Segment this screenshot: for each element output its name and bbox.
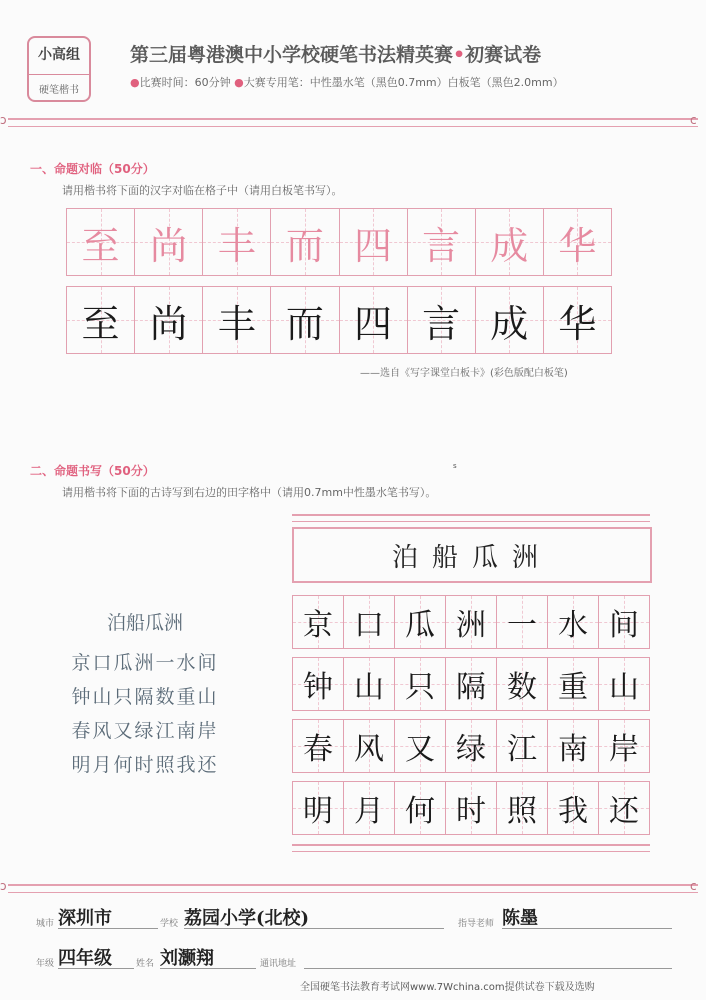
stray-mark: s (453, 462, 457, 470)
grade-value: 四年级 (58, 948, 112, 969)
footer-divider (8, 884, 698, 893)
copy-char-cell[interactable]: 四 (340, 287, 408, 353)
reference-poem-line: 春风又绿江南岸 (71, 720, 219, 742)
school-value: 荔园小学(北校) (184, 908, 310, 929)
answer-cell[interactable]: 山 (599, 658, 649, 710)
copy-char-cell[interactable]: 丰 (203, 287, 271, 353)
city-value: 深圳市 (58, 908, 112, 929)
answer-cell[interactable]: 瓜 (395, 596, 446, 648)
answer-cell[interactable]: 南 (548, 720, 599, 772)
answer-cell[interactable]: 月 (344, 782, 395, 834)
title-separator: • (453, 44, 466, 66)
copy-char-cell[interactable]: 尚 (135, 287, 203, 353)
model-char-cell: 成 (476, 209, 544, 275)
model-char-cell: 尚 (135, 209, 203, 275)
exam-pens: 大赛专用笔：中性墨水笔（黑色0.7mm）白板笔（黑色2.0mm） (243, 76, 564, 89)
scroll-ornament-left-icon: ↄ (0, 113, 7, 127)
copy-char-row (66, 286, 612, 354)
teacher-value: 陈墨 (502, 908, 538, 929)
page-title (130, 40, 541, 67)
section1-heading: 一、命题对临（50分） (30, 162, 155, 176)
website-credit: 全国硬笔书法教育考试网www.7Wchina.com提供试卷下载及选购 (300, 982, 595, 993)
scroll-ornament-right-icon: c (690, 113, 697, 127)
answer-cell[interactable]: 何 (395, 782, 446, 834)
school-label: 学校 (160, 919, 179, 929)
badge-type: 硬笔楷书 (29, 74, 89, 96)
answer-cell[interactable]: 洲 (446, 596, 497, 648)
answer-row (292, 657, 650, 711)
city-label: 城市 (36, 919, 55, 929)
answer-cell[interactable]: 绿 (446, 720, 497, 772)
copy-char-cell[interactable]: 言 (408, 287, 476, 353)
bullet-icon: ● (130, 76, 140, 89)
grade-field[interactable] (58, 944, 134, 969)
exam-time: 比赛时间：60分钟 (139, 76, 231, 89)
answer-cell[interactable]: 一 (497, 596, 548, 648)
teacher-field[interactable] (502, 904, 672, 929)
answer-row (292, 719, 650, 773)
answer-title-box[interactable]: 泊船瓜洲 (292, 527, 652, 583)
reference-poem-line: 京口瓜洲一水间 (71, 652, 219, 674)
model-char-cell: 四 (340, 209, 408, 275)
answer-cell[interactable]: 间 (599, 596, 649, 648)
title-tail: 初赛试卷 (465, 44, 542, 66)
copy-char-cell[interactable]: 成 (476, 287, 544, 353)
answer-cell[interactable]: 风 (344, 720, 395, 772)
answer-cell[interactable]: 时 (446, 782, 497, 834)
answer-row (292, 595, 650, 649)
title-main: 第三届粤港澳中小学校硬笔书法精英赛 (130, 44, 454, 66)
answer-row (292, 781, 650, 835)
answer-bottom-border (292, 844, 650, 852)
grade-label: 年级 (36, 959, 55, 969)
name-label: 姓名 (136, 959, 155, 969)
bullet-icon: ● (234, 76, 244, 89)
name-field[interactable] (160, 944, 256, 969)
model-char-cell: 至 (67, 209, 135, 275)
model-char-cell: 而 (271, 209, 339, 275)
answer-cell[interactable]: 春 (293, 720, 344, 772)
answer-cell[interactable]: 口 (344, 596, 395, 648)
answer-cell[interactable]: 重 (548, 658, 599, 710)
answer-cell[interactable]: 只 (395, 658, 446, 710)
section2-instructions: 请用楷书将下面的古诗写到右边的田字格中（请用0.7mm中性墨水笔书写）。 (62, 486, 437, 499)
section2-heading: 二、命题书写（50分） (30, 464, 155, 478)
name-value: 刘灏翔 (160, 948, 214, 969)
answer-cell[interactable]: 江 (497, 720, 548, 772)
answer-cell[interactable]: 山 (344, 658, 395, 710)
model-char-row (66, 208, 612, 276)
copy-char-cell[interactable]: 至 (67, 287, 135, 353)
model-char-cell: 华 (544, 209, 611, 275)
answer-cell[interactable]: 隔 (446, 658, 497, 710)
source-note: ——选自《写字课堂白板卡》(彩色版配白板笔) (360, 368, 568, 379)
model-char-cell: 丰 (203, 209, 271, 275)
answer-cell[interactable]: 又 (395, 720, 446, 772)
answer-cell[interactable]: 钟 (293, 658, 344, 710)
scroll-ornament-left-icon: ↄ (0, 879, 7, 893)
copy-char-cell[interactable]: 而 (271, 287, 339, 353)
scroll-ornament-right-icon: c (690, 879, 697, 893)
reference-poem-title: 泊船瓜洲 (106, 612, 183, 634)
badge-group: 小高组 (38, 47, 80, 63)
answer-cell[interactable]: 水 (548, 596, 599, 648)
exam-info (130, 74, 564, 90)
answer-cell[interactable]: 明 (293, 782, 344, 834)
address-label: 通讯地址 (260, 959, 297, 969)
reference-poem-line: 钟山只隔数重山 (71, 686, 219, 708)
section1-instructions: 请用楷书将下面的汉字对临在格子中（请用白板笔书写）。 (62, 184, 343, 197)
header-divider (8, 118, 698, 127)
copy-char-cell[interactable]: 华 (544, 287, 611, 353)
answer-cell[interactable]: 数 (497, 658, 548, 710)
model-char-cell: 言 (408, 209, 476, 275)
city-field[interactable] (58, 904, 158, 929)
answer-cell[interactable]: 我 (548, 782, 599, 834)
answer-cell[interactable]: 还 (599, 782, 649, 834)
reference-poem-line: 明月何时照我还 (71, 754, 219, 776)
school-field[interactable] (184, 904, 444, 929)
answer-cell[interactable]: 照 (497, 782, 548, 834)
teacher-label: 指导老师 (458, 919, 495, 929)
answer-cell[interactable]: 京 (293, 596, 344, 648)
answer-top-border (292, 514, 650, 522)
group-badge (27, 36, 91, 102)
address-field[interactable] (304, 944, 672, 969)
answer-cell[interactable]: 岸 (599, 720, 649, 772)
